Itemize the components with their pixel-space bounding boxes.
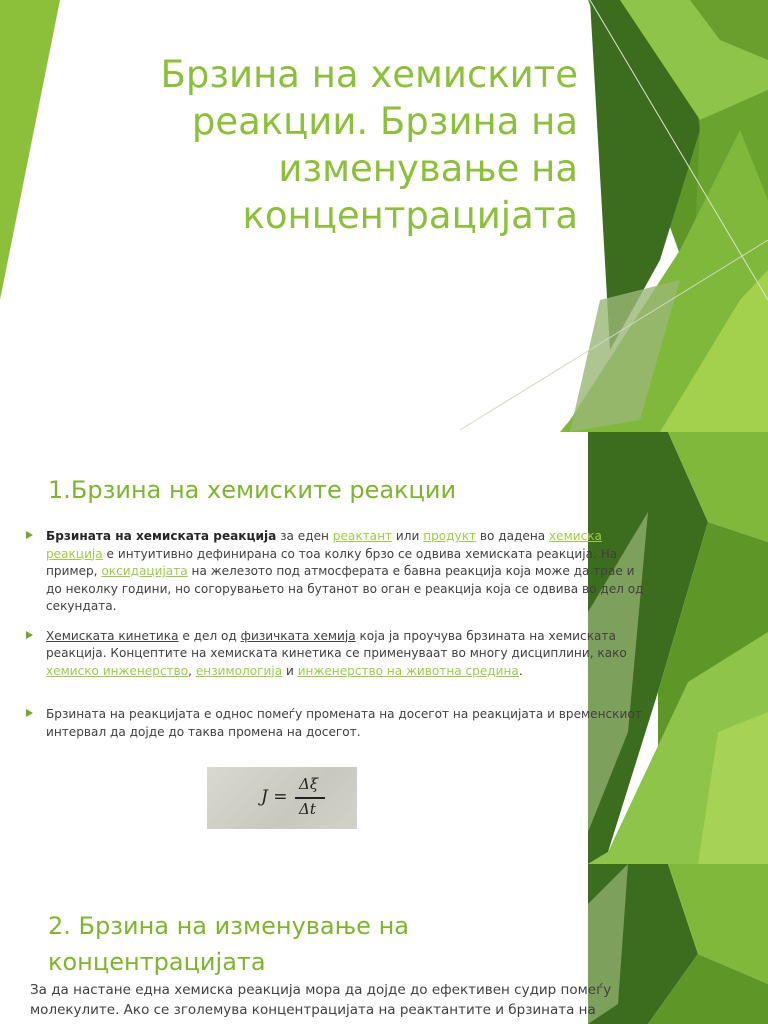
link-chemical-reaction[interactable]: хемиска реакција (46, 529, 602, 561)
link-product[interactable]: продукт (423, 529, 477, 543)
bullet-triangle-icon (26, 531, 33, 539)
formula-lhs: J = (261, 787, 288, 807)
link-chemical-engineering[interactable]: хемиско инженерство (46, 663, 189, 678)
bullet-item: Хемиската кинетика е дел од физичката хемија која ја проучува брзината на хемиската реакција. Концептите на хемиската кинетика се применуваат во многу дисциплини, како хемиско инженерство, ензимологија и инженерство на животна средина. (26, 628, 646, 681)
section-heading: 2. Брзина на изменување на концентрацијата (48, 912, 409, 976)
bullet-item: Брзината на хемиската реакција за еден реактант или продукт во дадена хемиска реакција е интуитивно дефинирана со тоа колку брзо се одвива хемиската реакција. На пример, оксидацијата на железото под атмосферата е бавна реакција која може да трае и до неколку години, но согорувањето на бутанот во оган е реакција која се одвива во дел од секундата. (26, 528, 646, 616)
bullet-list (26, 528, 646, 741)
bold-term: Брзината на хемиската реакција (46, 529, 277, 543)
content-slide-reaction-rate (0, 432, 768, 864)
bullet-item: Брзината на реакцијата е однос помеѓу промената на досегот на реакцијата и временскиот интервал да дојде до таква промена на досегот. (26, 706, 646, 741)
title-slide (0, 0, 768, 432)
link-oxidation[interactable]: оксидацијата (101, 564, 188, 578)
content-slide-concentration (0, 864, 768, 1024)
link-environmental-engineering[interactable]: инженерство на животна средина (297, 663, 519, 678)
link-chemical-kinetics[interactable]: Хемиската кинетика (46, 628, 179, 643)
link-reactant[interactable]: реактант (332, 529, 393, 543)
bullet-triangle-icon (26, 709, 33, 717)
body-paragraph: За да настане една хемиска реакција мора да дојде до ефективен судир помеѓу молекулите. Ако се зголемува концентрацијата на реактантите и брзината на (30, 982, 612, 1018)
formula-numerator: Δξ (299, 775, 319, 793)
rate-formula-image (207, 767, 357, 829)
presentation-title: Брзина на хемиските реакции. Брзина на изменување на концентрацијата (160, 53, 578, 237)
section-heading: 1.Брзина на хемиските реакции (48, 476, 457, 504)
fraction-bar (295, 797, 325, 799)
link-enzymology[interactable]: ензимологија (195, 663, 283, 678)
bullet-triangle-icon (26, 631, 33, 639)
link-physical-chemistry[interactable]: физичката хемија (240, 628, 356, 643)
formula-denominator: Δt (299, 800, 316, 818)
